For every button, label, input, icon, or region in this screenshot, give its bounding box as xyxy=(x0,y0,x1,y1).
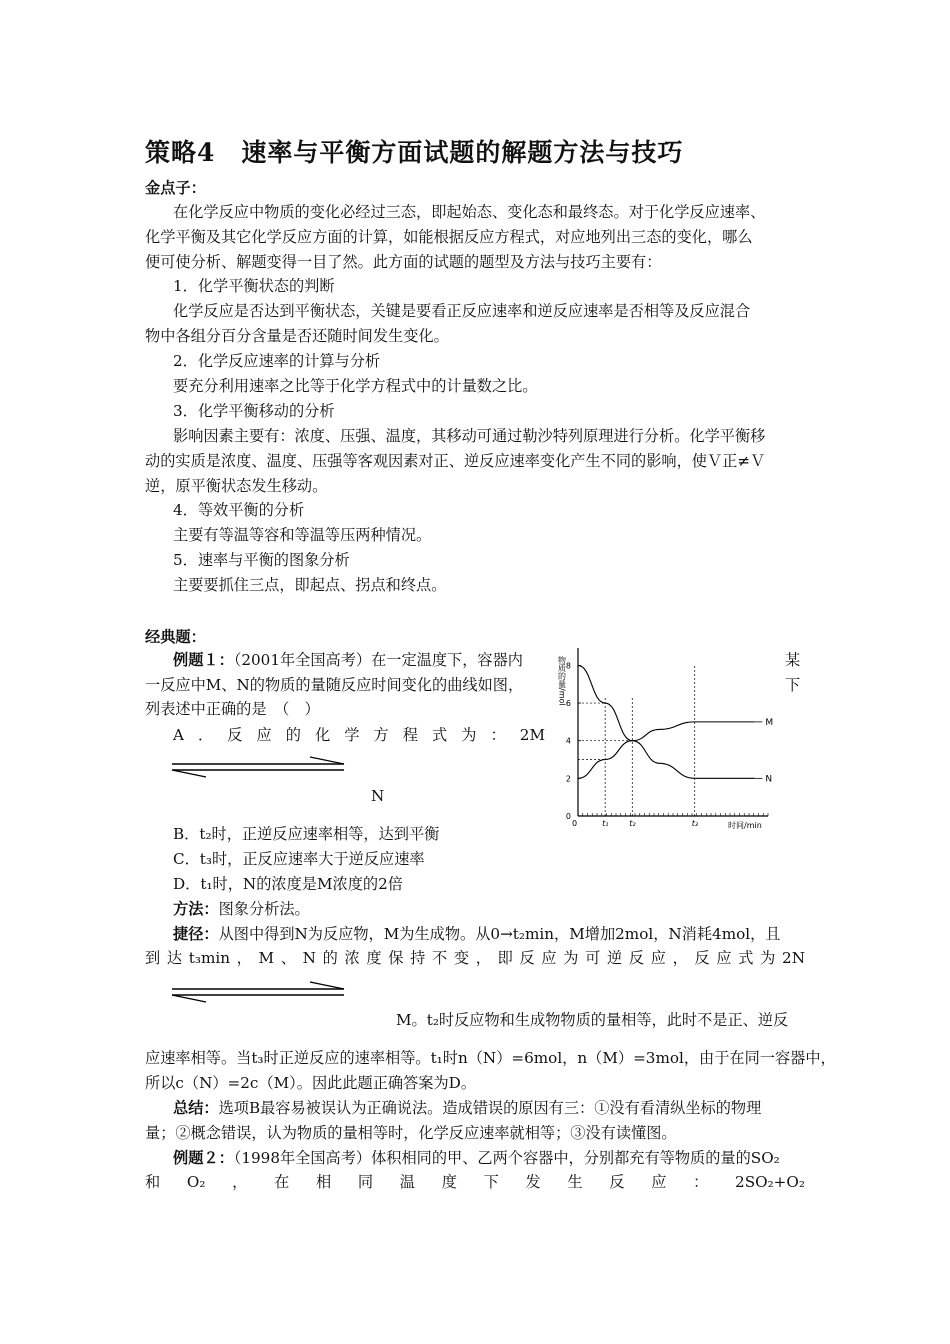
word: ． xyxy=(198,726,214,744)
example1-text: （2001年全国高考）在一定温度下，容器内 xyxy=(233,651,523,669)
summary-line2: 量；②概念错误，认为物质的量相等时，化学反应速率就相等；③没有读懂图。 xyxy=(145,1124,677,1142)
intro-line: 便可使分析、解题变得一目了然。此方面的试题的题型及方法与技巧主要有： xyxy=(145,253,662,271)
word: 同 xyxy=(357,1173,374,1191)
item-heading: 5．速率与平衡的图象分析 xyxy=(173,551,350,569)
word: 应 xyxy=(256,726,272,744)
word: 变 xyxy=(453,949,470,967)
chart-y-tick-label: 4 xyxy=(565,736,571,746)
example2-line1 xyxy=(173,1146,780,1170)
item-body: 主要要抓住三点，即起点、拐点和终点。 xyxy=(173,576,447,594)
example1-line2-end: 下 xyxy=(785,676,801,694)
word: 应 xyxy=(716,949,732,967)
word: 、 xyxy=(280,949,296,967)
word: 应 xyxy=(651,1173,667,1191)
path-line2 xyxy=(145,946,805,970)
intro-line: 在化学反应中物质的变化必经过三态，即起始态、变化态和最终态。对于化学反应速率、 xyxy=(173,203,766,221)
item-body: 要充分利用速率之比等于化学方程式中的计量数之比。 xyxy=(173,377,538,395)
gold-points-label: 金点子： xyxy=(145,179,206,197)
word: O₂ xyxy=(186,1173,206,1191)
example1-line2: 一反应中M、N的物质的量随反应时间变化的曲线如图， xyxy=(145,676,524,694)
word: 温 xyxy=(399,1173,415,1191)
chart-series-label: N xyxy=(765,774,773,785)
option-a-line xyxy=(173,723,545,747)
item-heading: 4．等效平衡的分析 xyxy=(173,501,305,519)
word: 达 xyxy=(166,949,183,967)
method-label: 方法： xyxy=(173,900,219,918)
path-label: 捷径： xyxy=(173,925,219,943)
item-heading: 2．化学反应速率的计算与分析 xyxy=(173,352,381,370)
chart-x-tick-label: t₃ xyxy=(691,819,699,828)
word: 的 xyxy=(322,949,338,967)
chart-y-tick-label: 0 xyxy=(565,812,571,821)
method-text: 图象分析法。 xyxy=(218,900,310,918)
word: ： xyxy=(693,1173,709,1191)
word: 相 xyxy=(315,1173,332,1191)
summary-line1 xyxy=(173,1096,761,1120)
example1-label: 例题１： xyxy=(173,651,234,669)
option-b: B．t₂时，正逆反应速率相等，达到平衡 xyxy=(173,825,440,843)
word: 2N xyxy=(782,949,805,967)
example2-text: （1998年全国高考）体积相同的甲、乙两个容器中，分别都充有等物质的量的SO₂ xyxy=(233,1149,780,1167)
word: 到 xyxy=(145,949,161,967)
example1-line1-end: 某 xyxy=(785,651,801,669)
chart-series-line-M xyxy=(578,722,754,778)
item-body: 化学反应是否达到平衡状态，关键是要看正反应速率和逆反应速率是否相等及反应混合 xyxy=(173,302,751,320)
word: 逆 xyxy=(607,949,623,967)
page-title: 策略4 速率与平衡方面试题的解题方法与技巧 xyxy=(145,138,684,167)
word: 反 xyxy=(694,949,710,967)
word: 度 xyxy=(441,1173,457,1191)
item-heading: 3．化学平衡移动的分析 xyxy=(173,402,335,420)
word: 化 xyxy=(315,726,331,744)
word: ， xyxy=(232,1173,248,1191)
path-line3: M。t₂时反应物和生成物物质的量相等，此时不是正、逆反 xyxy=(396,1011,789,1029)
word: 为 xyxy=(461,726,477,744)
word: 方 xyxy=(373,726,389,744)
word: 生 xyxy=(567,1173,583,1191)
item-heading: 1．化学平衡状态的判断 xyxy=(173,277,335,295)
example2-line2 xyxy=(145,1170,805,1194)
word: 反 xyxy=(609,1173,625,1191)
item-body: 动的实质是浓度、温度、压强等客观因素对正、逆反应速率变化产生不同的影响，使Ｖ正≠Ｖ xyxy=(145,452,766,470)
item-body: 影响因素主要有：浓度、压强、温度，其移动可通过勒沙特列原理进行分析。化学平衡移 xyxy=(173,427,766,445)
summary-text: 选项B最容易被误认为正确说法。造成错误的原因有三：①没有看清纵坐标的物理 xyxy=(218,1099,762,1117)
classic-label: 经典题： xyxy=(145,628,206,646)
item-body: 主要有等温等容和等温等压两种情况。 xyxy=(173,526,432,544)
item-body: 物中各组分百分含量是否还随时间发生变化。 xyxy=(145,327,449,345)
word: 和 xyxy=(145,1173,161,1191)
chart-origin-label: 0 xyxy=(572,819,578,828)
word: 保 xyxy=(388,949,404,967)
equilibrium-arrow-icon xyxy=(170,978,346,1006)
chart-x-tick-label: t₂ xyxy=(629,819,636,828)
equilibrium-arrow-icon xyxy=(170,753,346,781)
method-line xyxy=(173,897,310,921)
word: 可 xyxy=(585,949,601,967)
chart-x-axis-label: 时间/min xyxy=(728,821,762,830)
word: 式 xyxy=(738,949,754,967)
word: 为 xyxy=(563,949,579,967)
word: ， xyxy=(475,949,491,967)
word: 发 xyxy=(525,1173,541,1191)
word: 反 xyxy=(519,949,535,967)
word: 在 xyxy=(274,1173,290,1191)
chart-y-tick-label: 2 xyxy=(565,774,571,784)
path-line1 xyxy=(173,922,781,946)
word: 反 xyxy=(227,726,243,744)
example1-line1 xyxy=(173,648,523,672)
word: 应 xyxy=(541,949,557,967)
word: 下 xyxy=(483,1173,499,1191)
word: 即 xyxy=(497,949,513,967)
path-line4: 应速率相等。当t₃时正逆反应的速率相等。t₁时n（N）=6mol，n（M）=3mol，由于在同一容器中， xyxy=(145,1049,836,1067)
word: A xyxy=(173,726,184,744)
word: ， xyxy=(672,949,688,967)
option-d: D．t₁时，N的浓度是M浓度的2倍 xyxy=(173,875,403,893)
intro-line: 化学平衡及其它化学反应方面的计算，如能根据反应方程式，对应地列出三态的变化，哪么 xyxy=(145,228,753,246)
word: 的 xyxy=(285,726,301,744)
word: t₃min xyxy=(188,949,230,967)
example2-label: 例题２： xyxy=(173,1149,234,1167)
word: 程 xyxy=(402,726,418,744)
word: 应 xyxy=(650,949,666,967)
word: 2SO₂+O₂ xyxy=(735,1173,805,1191)
chart-x-tick-label: t₁ xyxy=(602,819,609,828)
word: 不 xyxy=(432,949,448,967)
word: 持 xyxy=(410,949,426,967)
option-a-tail: N xyxy=(371,787,385,805)
chart-y-tick-label: 6 xyxy=(565,699,571,709)
path-text: 从图中得到N为反应物，M为生成物。从0→t₂min，M增加2mol，N消耗4mol，且 xyxy=(218,925,781,943)
word: 浓 xyxy=(344,949,360,967)
chart-y-tick-label: 8 xyxy=(565,661,571,671)
chart-series-label: M xyxy=(765,717,774,728)
summary-label: 总结： xyxy=(173,1099,219,1117)
word: ， xyxy=(236,949,252,967)
word: 度 xyxy=(366,949,382,967)
chart-svg xyxy=(557,644,778,840)
word: 学 xyxy=(344,726,360,744)
mole-time-chart xyxy=(557,644,778,840)
word: 反 xyxy=(628,949,645,967)
example1-line3: 列表述中正确的是 （ ） xyxy=(145,700,320,718)
option-c: C．t₃时，正反应速率大于逆反应速率 xyxy=(173,850,425,868)
word: 2M xyxy=(519,726,545,744)
word: 为 xyxy=(760,949,776,967)
word: 式 xyxy=(432,726,448,744)
item-body: 逆，原平衡状态发生移动。 xyxy=(145,477,328,495)
path-line5: 所以c（N）=2c（M）。因此此题正确答案为D。 xyxy=(145,1074,477,1092)
word: M xyxy=(258,949,275,967)
word: N xyxy=(302,949,316,967)
word: ： xyxy=(490,726,506,744)
chart-y-axis-label: 物质的量/mol xyxy=(557,656,567,706)
